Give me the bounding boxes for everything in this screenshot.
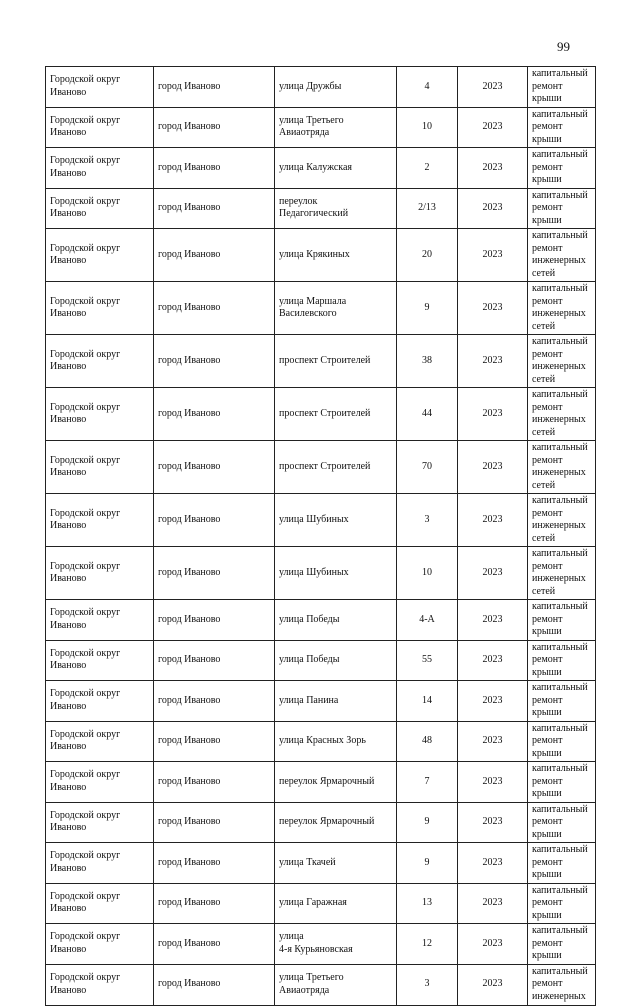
district-cell — [46, 721, 154, 762]
district-cell — [46, 494, 154, 547]
work-type-cell — [528, 148, 596, 189]
street-cell-text: улица Шубиных — [279, 566, 349, 578]
district-cell — [46, 388, 154, 441]
city-cell-text: город Иваново — [158, 161, 221, 173]
work-type-cell-text: капитальный ремонт инженерных сетей — [532, 230, 588, 279]
street-cell-text: переулок Ярмарочный — [279, 816, 375, 827]
district-cell — [46, 441, 154, 494]
table-row — [46, 388, 596, 441]
street-cell — [275, 388, 397, 441]
city-cell-text: город Иваново — [158, 202, 221, 213]
year-cell — [458, 762, 528, 803]
city-cell — [154, 441, 275, 494]
house-number-cell-text: 10 — [422, 566, 432, 578]
house-number-cell-text: 70 — [422, 460, 432, 472]
city-cell-text: город Иваново — [158, 248, 221, 260]
year-cell-text: 2023 — [482, 354, 503, 366]
year-cell-text: 2023 — [482, 816, 503, 827]
city-cell — [154, 335, 275, 388]
house-number-cell-text: 10 — [422, 121, 432, 132]
year-cell-text: 2023 — [482, 566, 503, 578]
city-cell — [154, 600, 275, 641]
work-type-cell — [528, 964, 596, 1005]
district-cell — [46, 188, 154, 229]
city-cell — [154, 843, 275, 884]
district-cell — [46, 282, 154, 335]
work-type-cell — [528, 640, 596, 681]
city-cell — [154, 229, 275, 282]
city-cell — [154, 762, 275, 803]
house-number-cell — [397, 148, 458, 189]
city-cell — [154, 802, 275, 843]
city-cell — [154, 282, 275, 335]
house-number-cell — [397, 229, 458, 282]
year-cell-text: 2023 — [482, 460, 503, 472]
year-cell — [458, 802, 528, 843]
city-cell-text: город Иваново — [158, 856, 221, 868]
house-number-cell — [397, 721, 458, 762]
year-cell — [458, 883, 528, 924]
street-cell-text: улица Калужская — [279, 161, 353, 173]
district-cell-text: Городской округ Иваново — [50, 195, 121, 220]
work-type-cell — [528, 67, 596, 108]
city-cell-text: город Иваново — [158, 613, 221, 625]
house-number-cell — [397, 681, 458, 722]
street-cell — [275, 547, 397, 600]
year-cell-text: 2023 — [482, 121, 503, 132]
street-cell-text: улица Маршала Василевского — [279, 295, 347, 319]
street-cell-text: улица Ткачей — [279, 856, 336, 868]
work-type-cell — [528, 188, 596, 229]
district-cell-text: Городской округ Иваново — [50, 809, 121, 834]
table-row — [46, 441, 596, 494]
work-type-cell — [528, 762, 596, 803]
district-cell-text: Городской округ Иваново — [50, 507, 121, 531]
work-type-cell-text: капитальный ремонт инженерных — [532, 965, 588, 1002]
city-cell-text: город Иваново — [158, 775, 221, 787]
year-cell-text: 2023 — [482, 856, 503, 868]
street-cell-text: улица Победы — [279, 613, 340, 625]
work-type-cell — [528, 883, 596, 924]
table-row — [46, 762, 596, 803]
work-type-cell — [528, 441, 596, 494]
city-cell-text: город Иваново — [158, 897, 221, 908]
work-type-cell-text: капитальный ремонт крыши — [532, 925, 588, 961]
work-type-cell — [528, 282, 596, 335]
street-cell — [275, 107, 397, 148]
house-number-cell-text: 20 — [422, 248, 432, 260]
city-cell-text: город Иваново — [158, 937, 221, 949]
district-cell — [46, 107, 154, 148]
house-number-cell-text: 48 — [422, 735, 432, 746]
work-type-cell-text: капитальный ремонт крыши — [532, 108, 588, 145]
year-cell — [458, 547, 528, 600]
table-row — [46, 494, 596, 547]
work-type-cell-text: капитальный ремонт инженерных сетей — [532, 389, 588, 438]
district-cell-text: Городской округ Иваново — [50, 890, 121, 915]
street-cell — [275, 924, 397, 965]
city-cell — [154, 188, 275, 229]
city-cell-text: город Иваново — [158, 407, 221, 419]
street-cell — [275, 229, 397, 282]
work-type-cell — [528, 547, 596, 600]
street-cell-text: улица Гаражная — [279, 897, 347, 908]
street-cell-text: проспект Строителей — [279, 354, 371, 366]
house-number-cell-text: 4 — [424, 80, 430, 92]
work-type-cell — [528, 802, 596, 843]
house-number-cell — [397, 282, 458, 335]
district-cell-text: Городской округ Иваново — [50, 607, 121, 631]
street-cell — [275, 494, 397, 547]
year-cell-text: 2023 — [482, 897, 503, 908]
city-cell-text: город Иваново — [158, 978, 221, 990]
house-number-cell-text: 12 — [422, 937, 432, 949]
work-type-cell-text: капитальный ремонт крыши — [532, 641, 588, 678]
work-type-cell — [528, 335, 596, 388]
table-row — [46, 148, 596, 189]
table-row — [46, 282, 596, 335]
street-cell — [275, 188, 397, 229]
work-type-cell-text: капитальный ремонт крыши — [532, 68, 588, 104]
year-cell — [458, 148, 528, 189]
year-cell — [458, 681, 528, 722]
street-cell-text: улица 4-я Курьяновская — [279, 931, 353, 955]
city-cell — [154, 388, 275, 441]
work-type-cell-text: капитальный ремонт инженерных сетей — [532, 548, 588, 597]
house-number-cell-text: 3 — [424, 978, 430, 990]
city-cell — [154, 964, 275, 1005]
street-cell — [275, 441, 397, 494]
year-cell-text: 2023 — [482, 513, 503, 525]
work-type-cell-text: капитальный ремонт инженерных сетей — [532, 336, 588, 385]
district-cell — [46, 547, 154, 600]
registry-table — [45, 66, 596, 1006]
district-cell-text: Городской округ Иваново — [50, 155, 121, 179]
year-cell-text: 2023 — [482, 937, 503, 949]
work-type-cell — [528, 388, 596, 441]
city-cell — [154, 681, 275, 722]
house-number-cell — [397, 67, 458, 108]
year-cell — [458, 843, 528, 884]
year-cell — [458, 964, 528, 1005]
house-number-cell — [397, 388, 458, 441]
city-cell-text: город Иваново — [158, 121, 221, 132]
year-cell — [458, 282, 528, 335]
district-cell — [46, 843, 154, 884]
year-cell — [458, 107, 528, 148]
street-cell — [275, 843, 397, 884]
year-cell — [458, 335, 528, 388]
work-type-cell — [528, 843, 596, 884]
work-type-cell-text: капитальный ремонт крыши — [532, 722, 588, 759]
work-type-cell — [528, 107, 596, 148]
house-number-cell-text: 44 — [422, 407, 432, 419]
year-cell-text: 2023 — [482, 775, 503, 787]
city-cell-text: город Иваново — [158, 354, 221, 366]
city-cell — [154, 494, 275, 547]
house-number-cell-text: 38 — [422, 354, 432, 366]
city-cell-text: город Иваново — [158, 460, 221, 472]
house-number-cell — [397, 335, 458, 388]
city-cell-text: город Иваново — [158, 301, 221, 313]
house-number-cell — [397, 762, 458, 803]
table-row — [46, 843, 596, 884]
year-cell — [458, 924, 528, 965]
district-cell-text: Городской округ Иваново — [50, 114, 121, 139]
street-cell — [275, 721, 397, 762]
house-number-cell-text: 7 — [424, 775, 430, 787]
house-number-cell-text: 3 — [424, 513, 430, 525]
district-cell-text: Городской округ Иваново — [50, 242, 121, 266]
district-cell-text: Городской округ Иваново — [50, 728, 121, 753]
work-type-cell-text: капитальный ремонт крыши — [532, 189, 588, 226]
house-number-cell — [397, 188, 458, 229]
year-cell — [458, 441, 528, 494]
house-number-cell-text: 2 — [424, 161, 430, 173]
street-cell — [275, 883, 397, 924]
street-cell-text: улица Победы — [279, 654, 340, 665]
year-cell-text: 2023 — [482, 80, 503, 92]
city-cell — [154, 148, 275, 189]
district-cell — [46, 335, 154, 388]
year-cell-text: 2023 — [482, 694, 503, 706]
year-cell-text: 2023 — [482, 301, 503, 313]
street-cell-text: улица Крякиных — [279, 248, 350, 260]
table-row — [46, 188, 596, 229]
house-number-cell — [397, 600, 458, 641]
house-number-cell — [397, 640, 458, 681]
house-number-cell — [397, 494, 458, 547]
district-cell — [46, 600, 154, 641]
year-cell — [458, 721, 528, 762]
house-number-cell-text: 55 — [422, 654, 432, 665]
house-number-cell — [397, 964, 458, 1005]
district-cell — [46, 148, 154, 189]
work-type-cell — [528, 229, 596, 282]
year-cell-text: 2023 — [482, 654, 503, 665]
table-row — [46, 67, 596, 108]
house-number-cell-text: 9 — [424, 816, 430, 827]
house-number-cell-text: 4-А — [419, 613, 435, 625]
house-number-cell-text: 9 — [424, 856, 430, 868]
work-type-cell — [528, 600, 596, 641]
city-cell — [154, 107, 275, 148]
table-row — [46, 681, 596, 722]
street-cell-text: улица Третьего Авиаотряда — [279, 972, 344, 996]
house-number-cell — [397, 802, 458, 843]
house-number-cell — [397, 924, 458, 965]
street-cell-text: проспект Строителей — [279, 460, 371, 472]
table-row — [46, 229, 596, 282]
district-cell-text: Городской округ Иваново — [50, 931, 121, 955]
year-cell-text: 2023 — [482, 202, 503, 213]
work-type-cell-text: капитальный ремонт крыши — [532, 803, 588, 840]
street-cell — [275, 964, 397, 1005]
table-row — [46, 640, 596, 681]
street-cell — [275, 282, 397, 335]
district-cell-text: Городской округ Иваново — [50, 348, 121, 372]
year-cell-text: 2023 — [482, 161, 503, 173]
street-cell — [275, 802, 397, 843]
table-row — [46, 883, 596, 924]
work-type-cell — [528, 681, 596, 722]
street-cell-text: улица Красных Зорь — [279, 735, 366, 746]
house-number-cell — [397, 883, 458, 924]
year-cell-text: 2023 — [482, 735, 503, 746]
street-cell — [275, 335, 397, 388]
house-number-cell-text: 13 — [422, 897, 432, 908]
work-type-cell-text: капитальный ремонт крыши — [532, 149, 588, 185]
year-cell — [458, 640, 528, 681]
street-cell-text: переулок Ярмарочный — [279, 775, 375, 787]
city-cell — [154, 640, 275, 681]
house-number-cell-text: 9 — [424, 301, 430, 313]
registry-body — [46, 67, 596, 1006]
district-cell — [46, 802, 154, 843]
street-cell-text: улица Панина — [279, 694, 339, 706]
house-number-cell-text: 2/13 — [418, 202, 436, 213]
work-type-cell-text: капитальный ремонт инженерных сетей — [532, 283, 588, 332]
table-row — [46, 802, 596, 843]
district-cell — [46, 964, 154, 1005]
street-cell — [275, 762, 397, 803]
city-cell-text: город Иваново — [158, 735, 221, 746]
city-cell — [154, 883, 275, 924]
street-cell — [275, 148, 397, 189]
street-cell-text: улица Дружбы — [279, 80, 342, 92]
street-cell — [275, 600, 397, 641]
work-type-cell-text: капитальный ремонт крыши — [532, 763, 588, 799]
street-cell — [275, 67, 397, 108]
year-cell — [458, 67, 528, 108]
city-cell-text: город Иваново — [158, 694, 221, 706]
work-type-cell-text: капитальный ремонт крыши — [532, 844, 588, 880]
work-type-cell-text: капитальный ремонт крыши — [532, 682, 588, 718]
year-cell-text: 2023 — [482, 978, 503, 990]
city-cell — [154, 67, 275, 108]
year-cell — [458, 188, 528, 229]
district-cell-text: Городской округ Иваново — [50, 454, 121, 478]
city-cell-text: город Иваново — [158, 816, 221, 827]
house-number-cell — [397, 547, 458, 600]
work-type-cell-text: капитальный ремонт инженерных сетей — [532, 495, 588, 544]
work-type-cell — [528, 924, 596, 965]
street-cell-text: улица Третьего Авиаотряда — [279, 114, 344, 139]
table-row — [46, 547, 596, 600]
house-number-cell — [397, 441, 458, 494]
work-type-cell — [528, 721, 596, 762]
city-cell — [154, 924, 275, 965]
city-cell-text: город Иваново — [158, 566, 221, 578]
street-cell-text: улица Шубиных — [279, 513, 349, 525]
work-type-cell-text: капитальный ремонт инженерных сетей — [532, 442, 588, 491]
district-cell — [46, 681, 154, 722]
year-cell — [458, 600, 528, 641]
work-type-cell-text: капитальный ремонт крыши — [532, 601, 588, 637]
year-cell — [458, 388, 528, 441]
city-cell — [154, 721, 275, 762]
street-cell — [275, 640, 397, 681]
street-cell — [275, 681, 397, 722]
district-cell-text: Городской округ Иваново — [50, 769, 121, 793]
year-cell-text: 2023 — [482, 248, 503, 260]
work-type-cell — [528, 494, 596, 547]
district-cell — [46, 640, 154, 681]
city-cell-text: город Иваново — [158, 513, 221, 525]
district-cell-text: Городской округ Иваново — [50, 295, 121, 319]
work-type-cell-text: капитальный ремонт крыши — [532, 884, 588, 921]
house-number-cell-text: 14 — [422, 694, 432, 706]
district-cell — [46, 67, 154, 108]
table-row — [46, 964, 596, 1005]
house-number-cell — [397, 843, 458, 884]
district-cell-text: Городской округ Иваново — [50, 74, 121, 98]
city-cell — [154, 547, 275, 600]
district-cell-text: Городской округ Иваново — [50, 647, 121, 672]
district-cell — [46, 762, 154, 803]
year-cell — [458, 494, 528, 547]
table-row — [46, 600, 596, 641]
district-cell-text: Городской округ Иваново — [50, 850, 121, 874]
district-cell-text: Городской округ Иваново — [50, 401, 121, 425]
district-cell-text: Городской округ Иваново — [50, 972, 121, 996]
district-cell-text: Городской округ Иваново — [50, 560, 121, 584]
district-cell — [46, 883, 154, 924]
city-cell-text: город Иваново — [158, 654, 221, 665]
year-cell-text: 2023 — [482, 613, 503, 625]
page-number: 99 — [557, 39, 570, 54]
table-row — [46, 335, 596, 388]
table-row — [46, 107, 596, 148]
year-cell-text: 2023 — [482, 407, 503, 419]
year-cell — [458, 229, 528, 282]
table-row — [46, 721, 596, 762]
street-cell-text: проспект Строителей — [279, 407, 371, 419]
district-cell-text: Городской округ Иваново — [50, 688, 121, 712]
district-cell — [46, 924, 154, 965]
house-number-cell — [397, 107, 458, 148]
district-cell — [46, 229, 154, 282]
street-cell-text: переулок Педагогический — [279, 195, 349, 220]
city-cell-text: город Иваново — [158, 80, 221, 92]
table-row — [46, 924, 596, 965]
